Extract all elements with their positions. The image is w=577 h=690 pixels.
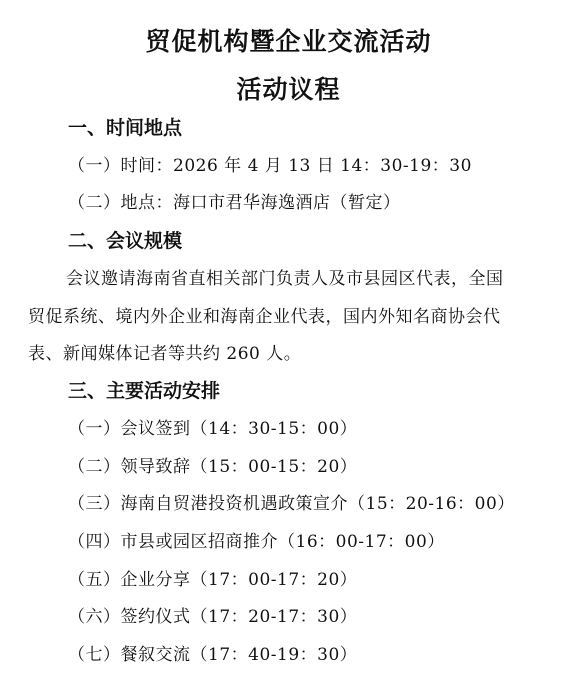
scale-paragraph-line: 会议邀请海南省直相关部门负责人及市县园区代表，全国 xyxy=(66,269,504,289)
scale-paragraph-line: 贸促系统、境内外企业和海南企业代表，国内外知名商协会代 xyxy=(28,307,501,327)
schedule-item: （四）市县或园区招商推介（16：00-17：00） xyxy=(68,532,445,552)
scale-paragraph-line: 表、新闻媒体记者等共约 260 人。 xyxy=(28,344,302,364)
time-item: （一）时间：2026 年 4 月 13 日 14：30-19：30 xyxy=(68,156,472,176)
section-heading-schedule: 三、主要活动安排 xyxy=(68,380,221,402)
schedule-item: （一）会议签到（14：30-15：00） xyxy=(68,419,358,439)
document-subtitle: 活动议程 xyxy=(236,75,341,104)
schedule-item: （五）企业分享（17：00-17：20） xyxy=(68,570,358,590)
schedule-item: （三）海南自贸港投资机遇政策宣介（15：20-16：00） xyxy=(68,494,515,514)
schedule-item: （二）领导致辞（15：00-15：20） xyxy=(68,457,358,477)
section-heading-scale: 二、会议规模 xyxy=(68,230,183,252)
schedule-item: （七）餐叙交流（17：40-19：30） xyxy=(68,645,358,665)
section-heading-time-place: 一、时间地点 xyxy=(68,117,183,139)
document-title: 贸促机构暨企业交流活动 xyxy=(145,27,432,56)
location-item: （二）地点：海口市君华海逸酒店（暂定） xyxy=(68,193,401,213)
schedule-item: （六）签约仪式（17：20-17：30） xyxy=(68,607,358,627)
